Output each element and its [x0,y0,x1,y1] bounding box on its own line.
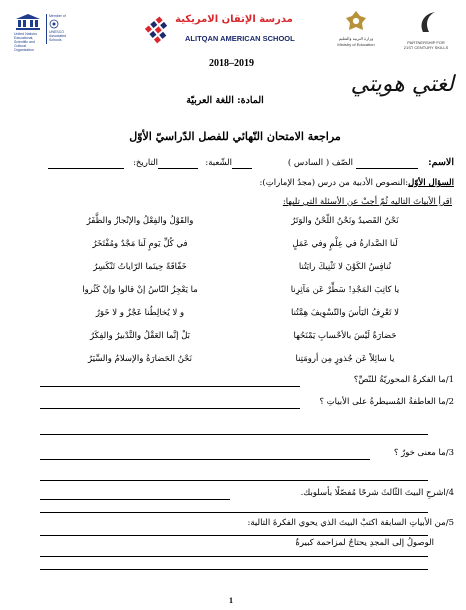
question-text: ما معنى خورٌ ؟ [393,448,446,458]
verse-right: حَضارَةٌ لَيْسَ بالأحْسابِ يَمْنَحُها [293,331,397,341]
unesco-member-line: Schools [49,38,62,42]
unesco-temple-icon [16,14,40,30]
verse-left: نَحْنُ الحَضارَةُ والإسلامُ والسِّيَرُ [87,354,193,364]
asp-net-icon [49,19,59,29]
verse-right: يا كاتِبَ المَجْدِ! سَطِّرْ عَن مَآثِرِنا [290,285,400,295]
date-field[interactable] [48,168,124,169]
swoosh-icon [417,10,439,34]
unesco-line: Cultural Organization [14,44,34,52]
verse-right: نَحْنُ القَصيدُ ونَحْنُ اللّحْنُ والوَتَرُ [291,216,399,226]
question1-heading-bold: السؤال الأوّل [408,178,454,188]
ministry-name-ar: وزارة التربية والتعليم [338,36,374,41]
question-5-idea: الوصولُ إلى المجدِ يحتاجُ لمزاحمة كبيرةٌ [295,538,434,548]
question1-heading-rest: :النصوص الأدبية من درس (مجدُ الإماراتِ): [259,178,409,188]
question-number: 5 [448,518,454,528]
verse-right: يا سائِلاً عَن جُذورٍ مِن أرومَتِنا [295,354,395,364]
p21-line: PARTNERSHIP FOR [407,40,445,45]
academic-year: 2018–2019 [209,58,254,69]
answer-line-3b[interactable] [40,480,428,481]
question-text: من الأبياتِ السابقة اكتبْ البيتَ الذي يحوي الفكرةَ التالية: [247,518,446,528]
school-flag-icon [145,16,173,44]
ministry-logo [334,10,378,56]
name-field[interactable] [356,168,418,169]
answer-line-4c[interactable] [40,535,428,536]
answer-line-2b[interactable] [40,434,428,435]
question-number: 2 [448,397,454,407]
question-5: 5/من الأبياتِ السابقة اكتبْ البيتَ الذي يحوي الفكرةَ التالية: [247,518,454,528]
page-title: مراجعة الامتحان النّهائي للفصل الدّراسيّ الأوّل [129,130,341,143]
uae-emblem-icon [345,10,367,34]
answer-line-1[interactable] [40,386,300,387]
page-number: 1 [229,596,233,605]
unesco-logo [14,14,70,54]
class-label: الصّف ( السادس ) [287,158,353,168]
unesco-line: United Nations [14,32,37,36]
verse-left: خَفّاقَةً حِينَما الرّاياتُ تَنْكَسِرُ [93,262,187,272]
school-name-ar: مدرسة الإتقان الامريكية [175,14,293,25]
question-number: 4 [448,488,454,498]
member-of-text: Member of [49,14,66,18]
ministry-name-en: Ministry of Education [337,42,375,47]
date-label: التاريخ: [133,158,158,168]
lughati-logo-text: لغتي هويتي [350,72,454,97]
answer-line-3[interactable] [40,459,370,460]
question-2: 2/ما العاطفةُ المُسيطرةُ على الأبياتِ ؟ [319,397,454,407]
p21-line: 21ST CENTURY SKILLS [403,45,449,50]
question1-heading [260,178,454,188]
question-1: 1/ما الفكرةُ المحوريّةُ للنّصِّ؟ [353,375,454,385]
unesco-member-line: UNESCO [49,30,64,34]
question-text: ما الفكرةُ المحوريّةُ للنّصِّ؟ [353,375,446,385]
section-label: الشّعبة: [205,158,232,168]
answer-line-4a[interactable] [40,499,230,500]
question-text: اشرحِ البيتَ الثّالثَ شرحًا مُفصّلًا بأسلوبك. [300,488,446,498]
verse-left: في كُلِّ يَومٍ لَنا مَجْدٌ ومُفْتَخَرُ [92,239,188,249]
verse-left: ما يَعْجِزُ النّاسُ إنْ قالوا وإنْ كَثُروا [82,285,198,295]
answer-line-4b[interactable] [40,512,428,513]
question-number: 1 [448,375,454,385]
p21-logo [395,10,457,54]
section-field[interactable] [158,168,198,169]
school-name-en: ALITQAN AMERICAN SCHOOL [185,34,295,43]
question-4: 4/اشرحِ البيتَ الثّالثَ شرحًا مُفصّلًا بأسلوبك. [300,488,454,498]
verse-right: لَنا الصَّدارةُ في عِلْمٍ وفي عَمَلٍ [292,239,398,249]
verse-left: والقَوْلُ والفِعْلُ والإنْجازُ والظَّفَرُ [86,216,194,226]
school-logo [145,14,295,50]
answer-line-2[interactable] [40,408,300,409]
answer-line-5[interactable] [40,569,428,570]
subject-label: المادة: اللغة العربيّة [186,95,264,106]
unesco-line: Educational, Scientific and [14,36,35,44]
verse-right: لا تَعْرِفُ اليَأسَ والتّسْوِيفَ هِمَّتُنا [291,308,399,318]
lughati-logo [350,68,454,118]
answer-line-4d[interactable] [40,556,428,557]
class-field[interactable] [232,168,252,169]
unesco-member-line: Associated [49,34,67,38]
question-3: 3/ما معنى خورٌ ؟ [393,448,454,458]
question-number: 3 [448,448,454,458]
verse-left: و لا يُخالِطُنا عَجْزٌ و لا خَوَرُ [95,308,185,318]
question1-instruction: اقرأِ الأبياتَ التاليه ثُمّ أجبْ عن الأسئلة التي تليها: [282,197,452,207]
question-text: ما العاطفةُ المُسيطرةُ على الأبياتِ ؟ [319,397,446,407]
name-label: الاسم: [428,157,454,168]
verse-right: نُنافِسُ الكَوْنَ لا تَثْنِيكَ رايَتُنا [298,262,392,272]
verse-left: بَلْ إنَّما العَقْلُ والتَّدْبيرُ والفِكَرُ [89,331,191,341]
